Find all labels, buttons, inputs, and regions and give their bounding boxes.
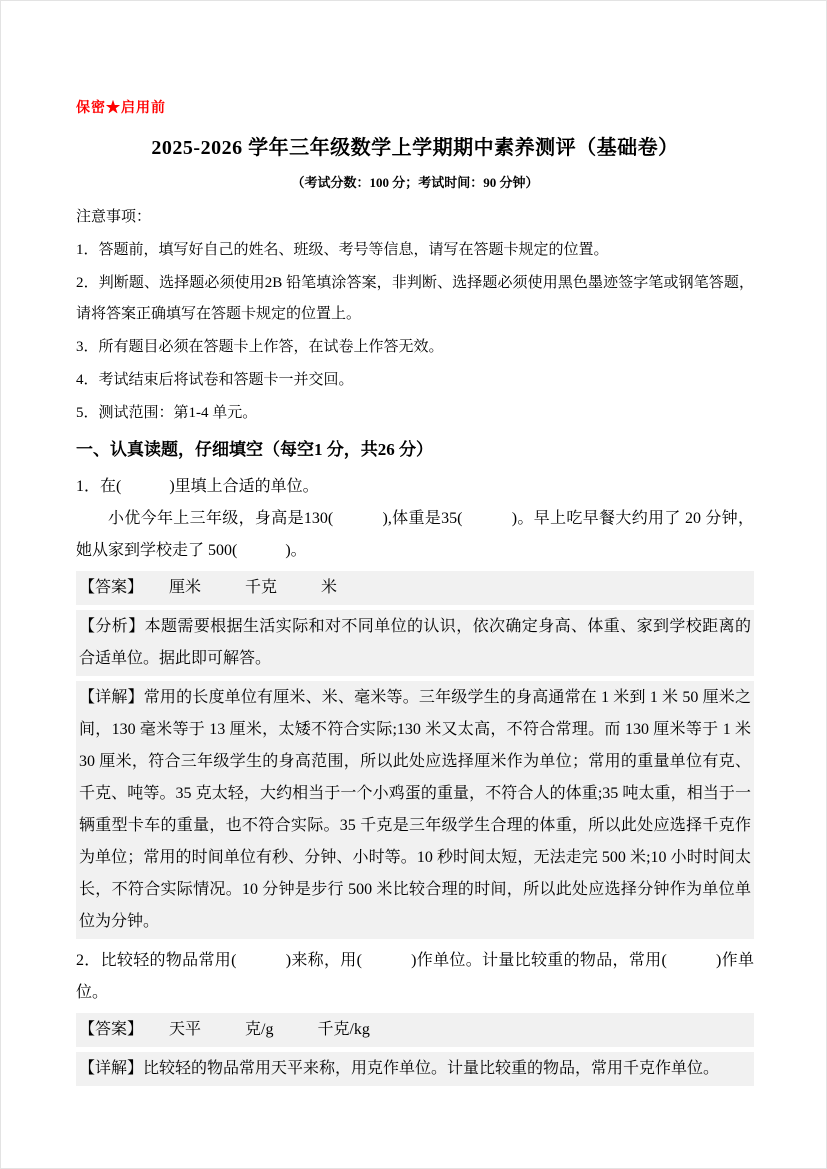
- question-2-stem: 2．比较轻的物品常用( )来称，用( )作单位。计量比较重的物品，常用( )作单位。: [76, 952, 754, 1001]
- detail-label-2: 【详解】: [79, 1060, 144, 1077]
- answer-label: 【答案】: [79, 579, 144, 596]
- detail-text: 常用的长度单位有厘米、米、毫米等。三年级学生的身高通常在 1 米到 1 米 50 厘米之间，130 毫米等于 13 厘米，太矮不符合实际;130 米又太高，不符合常理。而 130 厘米等于 1 米 30 厘米，符合三年级学生的身高范围，所以此处应选择厘米作为单位；常用的重量单位有克、千克、吨等。35 克太轻，大约相当于一个小鸡蛋的重量，不符合人的体重;35 吨太重，相当于一辆重型卡车的重量，也不符合实际。35 千克是三年级学生合理的体重，所以此处应选择千克作为单位；常用的时间单位有秒、分钟、小时等。10 秒时间太短，无法走完 500 米;10 小时时间太长，不符合实际情况。10 分钟是步行 500 米比较合理的时间，所以此处应选择分钟作为单位单位为分钟。: [79, 689, 751, 930]
- question-1-answer-row: [76, 571, 754, 605]
- answer2-value-2: 克/g: [245, 1021, 274, 1038]
- question-1-analysis: [76, 610, 754, 676]
- question-2-detail: [76, 1052, 754, 1086]
- question-1-detail: [76, 681, 754, 939]
- answer2-value-1: 天平: [169, 1021, 202, 1038]
- question-1-stem: 1．在( )里填上合适的单位。: [76, 478, 319, 495]
- answer-label-2: 【答案】: [79, 1021, 144, 1038]
- section-1-heading: 一、认真读题，仔细填空（每空1 分，共26 分）: [76, 440, 433, 459]
- exam-info: （考试分数：100 分；考试时间：90 分钟）: [291, 175, 539, 190]
- note-item-2: 2．判断题、选择题必须使用2B 铅笔填涂答案，非判断、选择题必须使用黑色墨迹签字笔或钢笔答题，请将答案正确填写在答题卡规定的位置上。: [76, 275, 754, 322]
- note-item-3: 3．所有题目必须在答题卡上作答，在试卷上作答无效。: [76, 339, 444, 355]
- notes-heading: 注意事项：: [76, 209, 152, 225]
- page-title: 2025-2026 学年三年级数学上学期期中素养测评（基础卷）: [151, 137, 679, 159]
- security-notice: 保密★启用前: [76, 101, 166, 116]
- question-2-answer-row: [76, 1013, 754, 1047]
- note-item-4: 4．考试结束后将试卷和答题卡一并交回。: [76, 372, 354, 388]
- analysis-text: 本题需要根据生活实际和对不同单位的认识，依次确定身高、体重、家到学校距离的合适单位。据此即可解答。: [79, 618, 751, 667]
- note-item-1: 1．答题前，填写好自己的姓名、班级、考号等信息，请写在答题卡规定的位置。: [76, 242, 609, 258]
- note-item-5: 5．测试范围：第1-4 单元。: [76, 405, 258, 421]
- question-1-body: 小优今年上三年级，身高是130( ),体重是35( )。早上吃早餐大约用了 20 分钟，她从家到学校走了 500( )。: [76, 510, 754, 559]
- answer-value-2: 千克: [245, 579, 278, 596]
- answer2-value-3: 千克/kg: [317, 1021, 370, 1038]
- answer-value-3: 米: [321, 579, 338, 596]
- answer-value-1: 厘米: [169, 579, 202, 596]
- analysis-label: 【分析】: [79, 618, 145, 635]
- detail-label: 【详解】: [79, 689, 144, 706]
- detail2-text: 比较轻的物品常用天平来称，用克作单位。计量比较重的物品，常用千克作单位。: [143, 1060, 720, 1077]
